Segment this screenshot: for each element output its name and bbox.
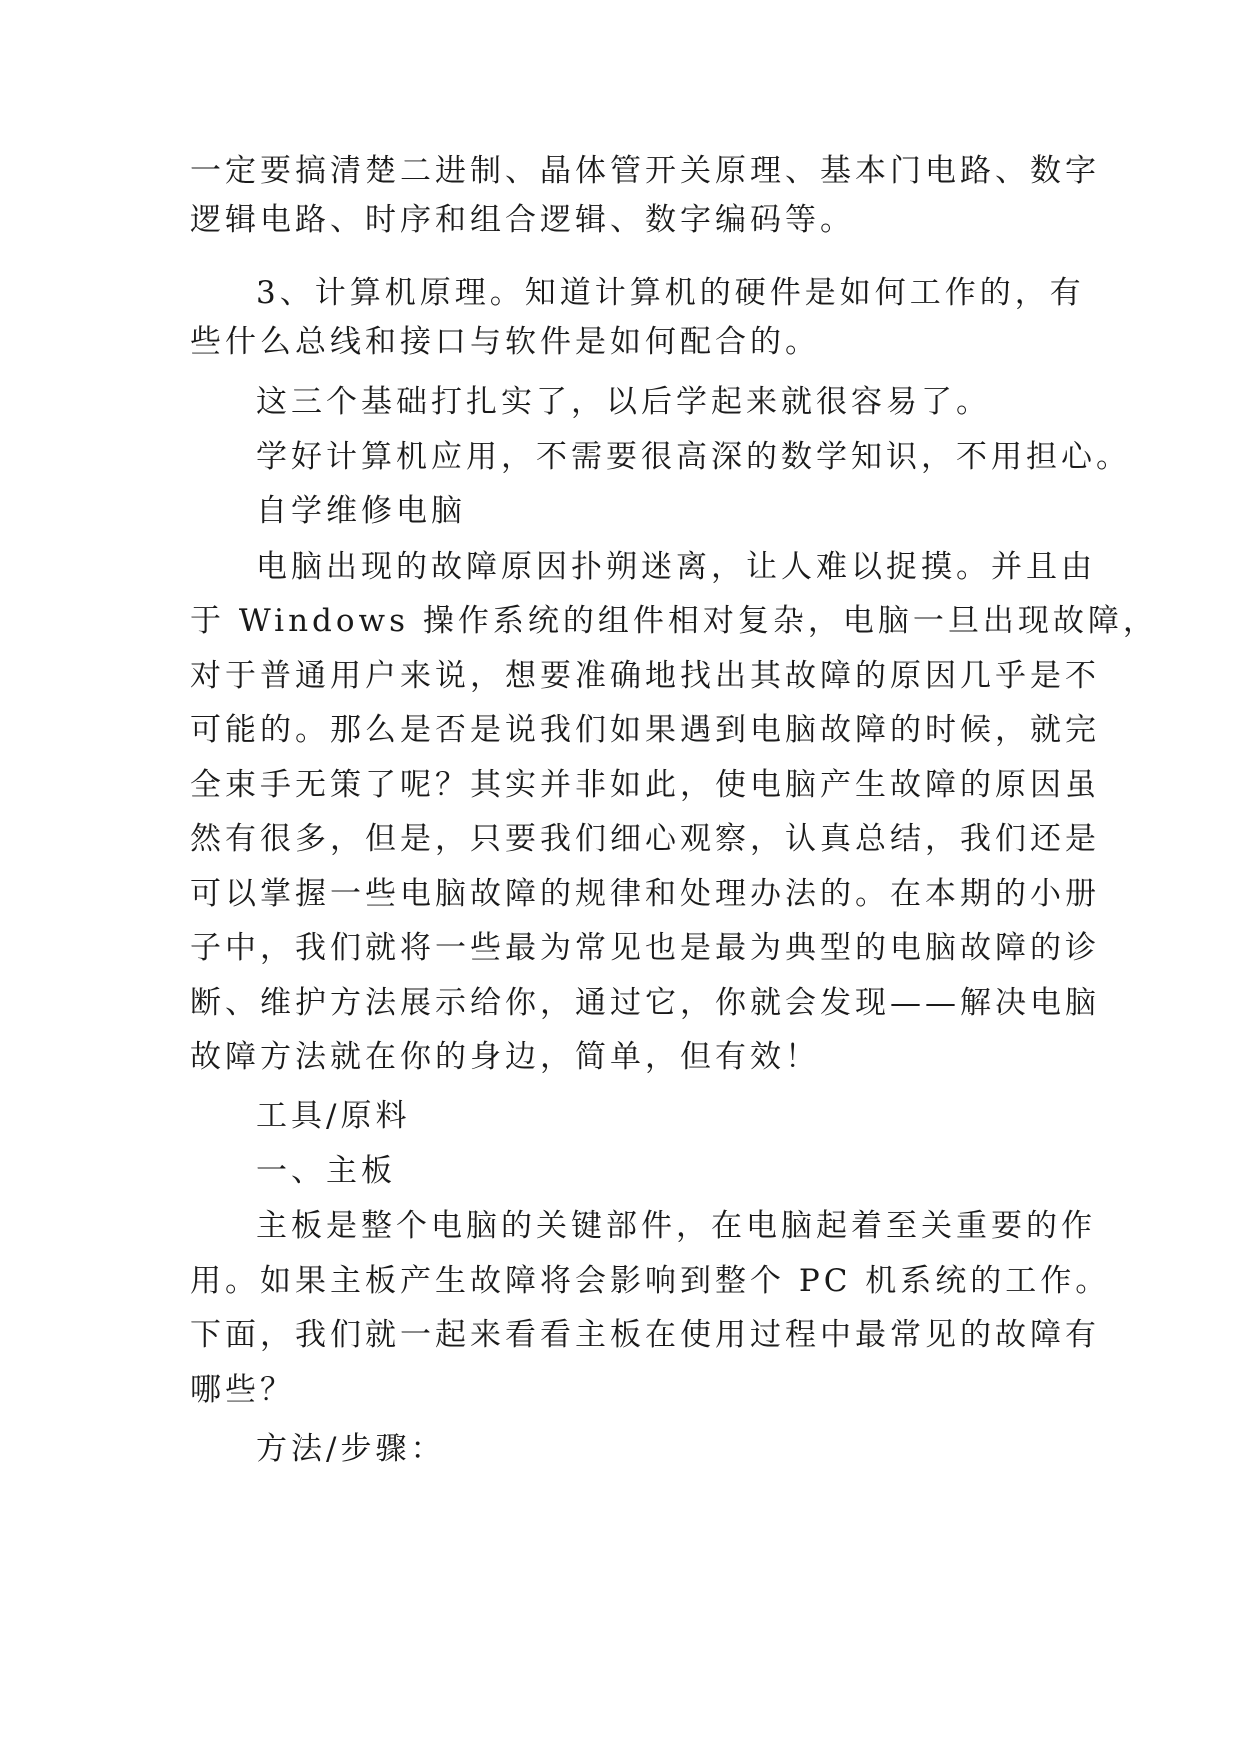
section-heading: 自学维修电脑 [256, 493, 466, 529]
text-line: 下面，我们就一起来看看主板在使用过程中最常见的故障有 [190, 1317, 1100, 1353]
text-line: 然有很多，但是，只要我们细心观察，认真总结，我们还是 [190, 821, 1100, 857]
text-line: 些什么总线和接口与软件是如何配合的。 [190, 324, 820, 360]
text-line: 可以掌握一些电脑故障的规律和处理办法的。在本期的小册 [190, 876, 1100, 912]
section-heading: 一、主板 [256, 1153, 396, 1189]
section-heading: 工具/原料 [256, 1098, 411, 1134]
text-line: 哪些？ [190, 1372, 295, 1408]
text-line: 断、维护方法展示给你，通过它，你就会发现——解决电脑 [190, 985, 1100, 1021]
text-line: 电脑出现的故障原因扑朔迷离，让人难以捉摸。并且由 [256, 549, 1096, 585]
text-line: 这三个基础打扎实了，以后学起来就很容易了。 [256, 384, 991, 420]
text-line: 全束手无策了呢？其实并非如此，使电脑产生故障的原因虽 [190, 767, 1100, 803]
text-line: 可能的。那么是否是说我们如果遇到电脑故障的时候，就完 [190, 712, 1100, 748]
section-heading: 方法/步骤： [256, 1431, 446, 1467]
text-line: 故障方法就在你的身边，简单，但有效！ [190, 1039, 820, 1075]
text-line: 用。如果主板产生故障将会影响到整个 PC 机系统的工作。 [190, 1263, 1111, 1299]
text-line: 主板是整个电脑的关键部件，在电脑起着至关重要的作 [256, 1208, 1096, 1244]
text-line: 子中，我们就将一些最为常见也是最为典型的电脑故障的诊 [190, 930, 1100, 966]
text-line: 对于普通用户来说，想要准确地找出其故障的原因几乎是不 [190, 658, 1100, 694]
text-line: 于 Windows 操作系统的组件相对复杂，电脑一旦出现故障， [190, 603, 1158, 639]
text-line: 一定要搞清楚二进制、晶体管开关原理、基本门电路、数字 [190, 153, 1100, 189]
text-line: 学好计算机应用，不需要很高深的数学知识，不用担心。 [256, 439, 1131, 475]
text-line: 逻辑电路、时序和组合逻辑、数字编码等。 [190, 202, 855, 238]
text-line: 3、计算机原理。知道计算机的硬件是如何工作的，有 [256, 275, 1085, 311]
